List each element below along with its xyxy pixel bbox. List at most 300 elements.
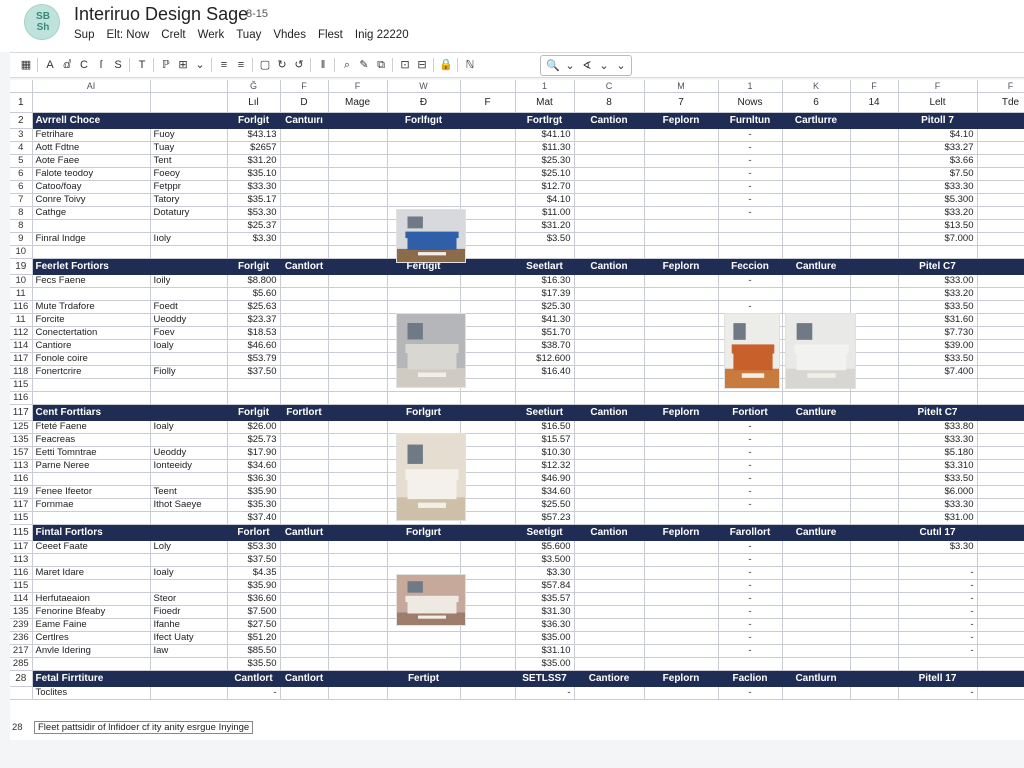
total-cell[interactable]: - bbox=[898, 580, 977, 593]
item-category-cell[interactable]: Ionteeidy bbox=[150, 460, 227, 473]
total-cell[interactable]: $33.80 bbox=[898, 421, 977, 434]
row-number[interactable]: 115 bbox=[10, 580, 32, 593]
dash-cell[interactable]: - bbox=[718, 473, 782, 486]
empty-cell[interactable] bbox=[644, 327, 718, 340]
price-cell[interactable]: $25.37 bbox=[227, 220, 280, 233]
empty-cell[interactable] bbox=[644, 486, 718, 499]
empty-cell[interactable] bbox=[977, 233, 1024, 246]
total-cell[interactable]: $7.000 bbox=[898, 233, 977, 246]
empty-cell[interactable] bbox=[280, 194, 328, 207]
row-number[interactable]: 117 bbox=[10, 353, 32, 366]
empty-cell[interactable] bbox=[574, 327, 644, 340]
empty-cell[interactable] bbox=[574, 473, 644, 486]
empty-cell[interactable] bbox=[977, 434, 1024, 447]
menu-item-5[interactable]: Vhdes bbox=[273, 29, 306, 41]
empty-cell[interactable] bbox=[328, 645, 387, 658]
total-cell[interactable] bbox=[898, 379, 977, 392]
price-cell[interactable]: $85.50 bbox=[227, 645, 280, 658]
row-number[interactable]: 115 bbox=[10, 379, 32, 392]
price-cell[interactable]: $4.10 bbox=[515, 194, 574, 207]
empty-cell[interactable] bbox=[644, 606, 718, 619]
empty-cell[interactable] bbox=[782, 658, 850, 671]
empty-cell[interactable] bbox=[782, 567, 850, 580]
empty-cell[interactable] bbox=[782, 434, 850, 447]
empty-cell[interactable] bbox=[644, 366, 718, 379]
row-number[interactable]: 9 bbox=[10, 233, 32, 246]
row-number[interactable]: 28 bbox=[10, 671, 32, 687]
dash-cell[interactable]: - bbox=[718, 593, 782, 606]
menu-item-6[interactable]: Flest bbox=[317, 29, 343, 41]
section-header-cell[interactable] bbox=[977, 259, 1024, 275]
total-cell[interactable]: $3.66 bbox=[898, 155, 977, 168]
borders-icon[interactable]: ⊞ bbox=[178, 59, 188, 71]
column-header[interactable]: Ğ bbox=[227, 80, 280, 93]
price-cell[interactable]: $27.50 bbox=[227, 619, 280, 632]
section-header-cell[interactable]: Forlgırt bbox=[387, 525, 460, 541]
item-name-cell[interactable]: Fecs Faene bbox=[32, 275, 150, 288]
item-category-cell[interactable]: Fioedr bbox=[150, 606, 227, 619]
empty-cell[interactable] bbox=[850, 632, 898, 645]
item-name-cell[interactable]: Maret Idare bbox=[32, 567, 150, 580]
price-cell[interactable]: $53.79 bbox=[227, 353, 280, 366]
section-header-cell[interactable]: Forlgit bbox=[227, 259, 280, 275]
item-name-cell[interactable] bbox=[32, 580, 150, 593]
item-category-cell[interactable]: Steor bbox=[150, 593, 227, 606]
row-number[interactable]: 117 bbox=[10, 405, 32, 421]
item-category-cell[interactable] bbox=[150, 580, 227, 593]
total-cell[interactable]: $13.50 bbox=[898, 220, 977, 233]
app-logo-icon[interactable] bbox=[24, 4, 60, 40]
section-header-cell[interactable] bbox=[328, 113, 387, 129]
row-number[interactable]: 114 bbox=[10, 340, 32, 353]
empty-cell[interactable] bbox=[850, 392, 898, 405]
total-cell[interactable]: $33.30 bbox=[898, 499, 977, 512]
row-number[interactable]: 116 bbox=[10, 473, 32, 486]
price-cell[interactable]: $3.30 bbox=[227, 233, 280, 246]
price-cell[interactable]: $34.60 bbox=[515, 486, 574, 499]
dash-cell[interactable]: - bbox=[718, 580, 782, 593]
empty-cell[interactable] bbox=[280, 220, 328, 233]
empty-cell[interactable] bbox=[328, 486, 387, 499]
item-name-cell[interactable] bbox=[32, 554, 150, 567]
row-number[interactable]: 239 bbox=[10, 619, 32, 632]
empty-cell[interactable] bbox=[977, 421, 1024, 434]
dash-cell[interactable] bbox=[718, 233, 782, 246]
empty-cell[interactable] bbox=[280, 353, 328, 366]
menu-item-2[interactable]: Crelt bbox=[161, 29, 186, 41]
empty-cell[interactable] bbox=[977, 658, 1024, 671]
item-category-cell[interactable]: Ueoddy bbox=[150, 314, 227, 327]
total-cell[interactable]: $33.30 bbox=[898, 434, 977, 447]
price-cell[interactable] bbox=[515, 392, 574, 405]
dash-cell[interactable] bbox=[718, 512, 782, 525]
empty-cell[interactable] bbox=[850, 142, 898, 155]
empty-cell[interactable] bbox=[850, 619, 898, 632]
empty-cell[interactable] bbox=[574, 194, 644, 207]
empty-cell[interactable] bbox=[977, 246, 1024, 259]
empty-cell[interactable] bbox=[328, 181, 387, 194]
item-category-cell[interactable] bbox=[150, 658, 227, 671]
empty-cell[interactable] bbox=[460, 220, 515, 233]
empty-cell[interactable] bbox=[644, 379, 718, 392]
empty-cell[interactable] bbox=[850, 460, 898, 473]
row-number[interactable]: 117 bbox=[10, 499, 32, 512]
empty-cell[interactable] bbox=[328, 275, 387, 288]
paint-icon[interactable]: ✎ bbox=[359, 59, 369, 71]
empty-cell[interactable] bbox=[328, 447, 387, 460]
empty-cell[interactable] bbox=[977, 567, 1024, 580]
item-category-cell[interactable]: Ifect Uaty bbox=[150, 632, 227, 645]
empty-cell[interactable] bbox=[460, 181, 515, 194]
dash-cell[interactable]: - bbox=[718, 129, 782, 142]
section-header-cell[interactable]: Cantiore bbox=[574, 671, 644, 687]
empty-cell[interactable] bbox=[280, 340, 328, 353]
empty-cell[interactable] bbox=[782, 460, 850, 473]
price-cell[interactable]: $12.70 bbox=[515, 181, 574, 194]
empty-cell[interactable] bbox=[328, 658, 387, 671]
empty-cell[interactable] bbox=[280, 580, 328, 593]
total-cell[interactable]: $33.27 bbox=[898, 142, 977, 155]
empty-cell[interactable] bbox=[782, 220, 850, 233]
empty-cell[interactable] bbox=[280, 486, 328, 499]
total-cell[interactable]: $33.00 bbox=[898, 275, 977, 288]
image-cell[interactable] bbox=[387, 645, 460, 658]
empty-cell[interactable] bbox=[460, 379, 515, 392]
empty-cell[interactable] bbox=[280, 327, 328, 340]
price-cell[interactable]: $35.57 bbox=[515, 593, 574, 606]
price-cell[interactable]: $7.500 bbox=[227, 606, 280, 619]
empty-cell[interactable] bbox=[977, 632, 1024, 645]
section-header-cell[interactable] bbox=[328, 525, 387, 541]
section-header-cell[interactable]: Feplorn bbox=[644, 259, 718, 275]
empty-cell[interactable] bbox=[850, 554, 898, 567]
image-cell[interactable] bbox=[387, 658, 460, 671]
empty-cell[interactable] bbox=[644, 460, 718, 473]
section-header-cell[interactable]: Avrrell Choce bbox=[32, 113, 227, 129]
empty-cell[interactable] bbox=[644, 340, 718, 353]
empty-cell[interactable] bbox=[460, 301, 515, 314]
section-header-cell[interactable] bbox=[460, 113, 515, 129]
empty-cell[interactable] bbox=[280, 181, 328, 194]
empty-cell[interactable] bbox=[280, 155, 328, 168]
dash-cell[interactable]: - bbox=[718, 275, 782, 288]
empty-cell[interactable] bbox=[574, 181, 644, 194]
column-header[interactable] bbox=[150, 80, 227, 93]
price-cell[interactable]: $35.90 bbox=[227, 486, 280, 499]
section-header-cell[interactable]: Cartlurre bbox=[782, 113, 850, 129]
empty-cell[interactable] bbox=[328, 392, 387, 405]
empty-cell[interactable] bbox=[644, 645, 718, 658]
price-cell[interactable] bbox=[227, 246, 280, 259]
empty-cell[interactable] bbox=[460, 366, 515, 379]
grid-icon[interactable]: ▦ bbox=[20, 59, 32, 71]
item-name-cell[interactable] bbox=[32, 512, 150, 525]
empty-cell[interactable] bbox=[328, 606, 387, 619]
empty-cell[interactable] bbox=[574, 499, 644, 512]
empty-cell[interactable] bbox=[328, 168, 387, 181]
row-number[interactable]: 6 bbox=[10, 181, 32, 194]
column-header[interactable] bbox=[10, 80, 32, 93]
price-cell[interactable]: $57.23 bbox=[515, 512, 574, 525]
section-header-cell[interactable]: Cantlort bbox=[227, 671, 280, 687]
price-cell[interactable]: $35.10 bbox=[227, 168, 280, 181]
total-cell[interactable]: $33.30 bbox=[898, 181, 977, 194]
empty-cell[interactable] bbox=[460, 353, 515, 366]
total-cell[interactable] bbox=[898, 392, 977, 405]
price-cell[interactable]: $35.90 bbox=[227, 580, 280, 593]
empty-cell[interactable] bbox=[574, 645, 644, 658]
comment-icon[interactable]: ⊡ bbox=[400, 59, 410, 71]
section-header-cell[interactable] bbox=[460, 405, 515, 421]
lock-icon[interactable]: 🔒 bbox=[439, 59, 453, 71]
empty-cell[interactable] bbox=[574, 619, 644, 632]
price-cell[interactable]: $25.63 bbox=[227, 301, 280, 314]
dash-cell[interactable]: - bbox=[718, 142, 782, 155]
column-header[interactable]: K bbox=[782, 80, 850, 93]
empty-cell[interactable] bbox=[460, 314, 515, 327]
dash-cell[interactable] bbox=[718, 658, 782, 671]
dash-cell[interactable]: - bbox=[718, 194, 782, 207]
item-category-cell[interactable] bbox=[150, 220, 227, 233]
empty-cell[interactable] bbox=[850, 233, 898, 246]
price-cell[interactable]: $16.30 bbox=[515, 275, 574, 288]
section-header-cell[interactable]: Furnltun bbox=[718, 113, 782, 129]
total-cell[interactable] bbox=[898, 554, 977, 567]
empty-cell[interactable] bbox=[328, 366, 387, 379]
empty-cell[interactable] bbox=[977, 447, 1024, 460]
item-category-cell[interactable]: Ioaly bbox=[150, 567, 227, 580]
empty-cell[interactable] bbox=[644, 301, 718, 314]
empty-cell[interactable] bbox=[644, 434, 718, 447]
item-name-cell[interactable] bbox=[32, 220, 150, 233]
section-header-cell[interactable] bbox=[328, 259, 387, 275]
price-cell[interactable]: $37.50 bbox=[227, 554, 280, 567]
empty-cell[interactable] bbox=[782, 645, 850, 658]
section-header-cell[interactable]: Cantlurn bbox=[782, 671, 850, 687]
empty-cell[interactable] bbox=[782, 392, 850, 405]
item-category-cell[interactable]: Fiolly bbox=[150, 366, 227, 379]
empty-cell[interactable] bbox=[782, 473, 850, 486]
price-cell[interactable]: $25.50 bbox=[515, 499, 574, 512]
empty-cell[interactable] bbox=[644, 129, 718, 142]
price-cell[interactable]: $11.30 bbox=[515, 142, 574, 155]
text-t-icon[interactable]: T bbox=[138, 59, 146, 71]
section-header-cell[interactable]: Feplorn bbox=[644, 405, 718, 421]
item-category-cell[interactable]: Dotatury bbox=[150, 207, 227, 220]
empty-cell[interactable] bbox=[328, 541, 387, 554]
empty-cell[interactable] bbox=[280, 645, 328, 658]
empty-cell[interactable] bbox=[977, 379, 1024, 392]
section-header-cell[interactable]: Seetlart bbox=[515, 259, 574, 275]
empty-cell[interactable] bbox=[782, 142, 850, 155]
dash-cell[interactable] bbox=[718, 392, 782, 405]
empty-cell[interactable] bbox=[644, 580, 718, 593]
empty-cell[interactable] bbox=[280, 301, 328, 314]
image-cell[interactable] bbox=[387, 129, 460, 142]
item-name-cell[interactable]: Falote teodoy bbox=[32, 168, 150, 181]
section-header-cell[interactable]: Faclion bbox=[718, 671, 782, 687]
price-cell[interactable]: $37.40 bbox=[227, 512, 280, 525]
empty-cell[interactable] bbox=[782, 129, 850, 142]
section-header-cell[interactable]: Feerlet Fortiors bbox=[32, 259, 227, 275]
menu-item-7[interactable]: Inig 22220 bbox=[354, 29, 409, 41]
item-category-cell[interactable] bbox=[150, 246, 227, 259]
empty-cell[interactable] bbox=[328, 434, 387, 447]
price-cell[interactable]: $53.30 bbox=[227, 207, 280, 220]
empty-cell[interactable] bbox=[977, 619, 1024, 632]
price-cell[interactable]: $3.50 bbox=[515, 233, 574, 246]
empty-cell[interactable] bbox=[460, 567, 515, 580]
price-cell[interactable]: $35.30 bbox=[227, 499, 280, 512]
price-cell[interactable]: $41.10 bbox=[515, 129, 574, 142]
empty-cell[interactable] bbox=[977, 194, 1024, 207]
item-name-cell[interactable]: Fonole coire bbox=[32, 353, 150, 366]
empty-cell[interactable] bbox=[977, 554, 1024, 567]
section-header-cell[interactable]: Forlgit bbox=[227, 405, 280, 421]
label-cell[interactable]: Mat bbox=[515, 93, 574, 113]
row-number[interactable]: 114 bbox=[10, 593, 32, 606]
empty-cell[interactable] bbox=[977, 155, 1024, 168]
image-cell[interactable] bbox=[387, 194, 460, 207]
empty-cell[interactable] bbox=[977, 301, 1024, 314]
empty-cell[interactable] bbox=[782, 421, 850, 434]
empty-cell[interactable] bbox=[782, 181, 850, 194]
empty-cell[interactable] bbox=[328, 421, 387, 434]
price-cell[interactable]: $53.30 bbox=[227, 541, 280, 554]
empty-cell[interactable] bbox=[280, 275, 328, 288]
undo-icon[interactable]: ↺ bbox=[294, 59, 304, 71]
item-name-cell[interactable]: Toclites bbox=[32, 687, 150, 700]
price-cell[interactable]: $35.00 bbox=[515, 658, 574, 671]
section-header-cell[interactable] bbox=[850, 259, 898, 275]
empty-cell[interactable] bbox=[977, 168, 1024, 181]
row-number[interactable]: 5 bbox=[10, 155, 32, 168]
empty-cell[interactable] bbox=[460, 392, 515, 405]
row-number[interactable]: 116 bbox=[10, 392, 32, 405]
orange-armchair-photo[interactable] bbox=[724, 313, 780, 389]
total-cell[interactable]: $33.50 bbox=[898, 473, 977, 486]
empty-cell[interactable] bbox=[782, 275, 850, 288]
price-cell[interactable]: $25.30 bbox=[515, 155, 574, 168]
item-category-cell[interactable]: Foedt bbox=[150, 301, 227, 314]
empty-cell[interactable] bbox=[850, 486, 898, 499]
item-name-cell[interactable]: Catoo/foay bbox=[32, 181, 150, 194]
item-category-cell[interactable]: Loly bbox=[150, 541, 227, 554]
empty-cell[interactable] bbox=[574, 340, 644, 353]
label-cell[interactable]: 8 bbox=[574, 93, 644, 113]
empty-cell[interactable] bbox=[328, 327, 387, 340]
item-category-cell[interactable] bbox=[150, 434, 227, 447]
empty-cell[interactable] bbox=[460, 554, 515, 567]
price-cell[interactable] bbox=[227, 392, 280, 405]
section-header-cell[interactable]: Farollort bbox=[718, 525, 782, 541]
dash-cell[interactable] bbox=[718, 220, 782, 233]
empty-cell[interactable] bbox=[644, 619, 718, 632]
section-header-cell[interactable]: Fintal Fortlors bbox=[32, 525, 227, 541]
empty-cell[interactable] bbox=[850, 353, 898, 366]
item-category-cell[interactable] bbox=[150, 554, 227, 567]
empty-cell[interactable] bbox=[782, 233, 850, 246]
column-header[interactable]: 1 bbox=[718, 80, 782, 93]
item-name-cell[interactable]: Forcite bbox=[32, 314, 150, 327]
empty-cell[interactable] bbox=[328, 593, 387, 606]
row-number[interactable]: 119 bbox=[10, 486, 32, 499]
price-cell[interactable]: $25.10 bbox=[515, 168, 574, 181]
total-cell[interactable] bbox=[898, 246, 977, 259]
row-number[interactable]: 112 bbox=[10, 327, 32, 340]
price-cell[interactable]: $12.600 bbox=[515, 353, 574, 366]
image-cell[interactable] bbox=[387, 687, 460, 700]
total-cell[interactable]: $7.400 bbox=[898, 366, 977, 379]
empty-cell[interactable] bbox=[280, 421, 328, 434]
item-category-cell[interactable]: Tuay bbox=[150, 142, 227, 155]
item-name-cell[interactable]: Herfutaeaion bbox=[32, 593, 150, 606]
row-number[interactable]: 115 bbox=[10, 512, 32, 525]
item-category-cell[interactable]: Ithot Saeye bbox=[150, 499, 227, 512]
total-cell[interactable]: $7.730 bbox=[898, 327, 977, 340]
empty-cell[interactable] bbox=[574, 301, 644, 314]
row-number[interactable]: 11 bbox=[10, 314, 32, 327]
empty-cell[interactable] bbox=[280, 460, 328, 473]
price-cell[interactable]: $3.500 bbox=[515, 554, 574, 567]
total-cell[interactable]: - bbox=[898, 632, 977, 645]
empty-cell[interactable] bbox=[850, 327, 898, 340]
empty-cell[interactable] bbox=[328, 301, 387, 314]
empty-cell[interactable] bbox=[460, 606, 515, 619]
row-number[interactable]: 19 bbox=[10, 259, 32, 275]
total-cell[interactable]: $39.00 bbox=[898, 340, 977, 353]
column-header[interactable]: F bbox=[280, 80, 328, 93]
empty-cell[interactable] bbox=[460, 687, 515, 700]
empty-cell[interactable] bbox=[460, 593, 515, 606]
empty-cell[interactable] bbox=[850, 658, 898, 671]
price-cell[interactable]: $17.39 bbox=[515, 288, 574, 301]
empty-cell[interactable] bbox=[850, 246, 898, 259]
image-cell[interactable] bbox=[387, 168, 460, 181]
empty-cell[interactable] bbox=[574, 392, 644, 405]
empty-cell[interactable] bbox=[460, 194, 515, 207]
empty-cell[interactable] bbox=[574, 593, 644, 606]
section-header-cell[interactable] bbox=[850, 113, 898, 129]
price-cell[interactable]: - bbox=[227, 687, 280, 700]
item-name-cell[interactable]: Conre Toivy bbox=[32, 194, 150, 207]
item-name-cell[interactable]: Fenee Ifeetor bbox=[32, 486, 150, 499]
label-cell[interactable]: 14 bbox=[850, 93, 898, 113]
item-category-cell[interactable]: Ifanhe bbox=[150, 619, 227, 632]
row-number[interactable]: 4 bbox=[10, 142, 32, 155]
price-cell[interactable]: - bbox=[515, 687, 574, 700]
empty-cell[interactable] bbox=[460, 434, 515, 447]
empty-cell[interactable] bbox=[977, 460, 1024, 473]
row-number[interactable]: 116 bbox=[10, 567, 32, 580]
empty-cell[interactable] bbox=[460, 327, 515, 340]
align-menu-icon[interactable]: ≡ bbox=[237, 59, 245, 71]
empty-cell[interactable] bbox=[280, 512, 328, 525]
empty-cell[interactable] bbox=[280, 366, 328, 379]
dash-cell[interactable]: - bbox=[718, 434, 782, 447]
empty-cell[interactable] bbox=[280, 606, 328, 619]
column-header[interactable]: W bbox=[387, 80, 460, 93]
empty-cell[interactable] bbox=[574, 246, 644, 259]
item-category-cell[interactable]: Iıoly bbox=[150, 233, 227, 246]
item-category-cell[interactable]: Tatory bbox=[150, 194, 227, 207]
price-cell[interactable]: $17.90 bbox=[227, 447, 280, 460]
empty-cell[interactable] bbox=[574, 142, 644, 155]
dash-cell[interactable]: - bbox=[718, 168, 782, 181]
empty-cell[interactable] bbox=[328, 220, 387, 233]
section-header-cell[interactable]: Forlgırt bbox=[387, 405, 460, 421]
price-cell[interactable]: $38.70 bbox=[515, 340, 574, 353]
